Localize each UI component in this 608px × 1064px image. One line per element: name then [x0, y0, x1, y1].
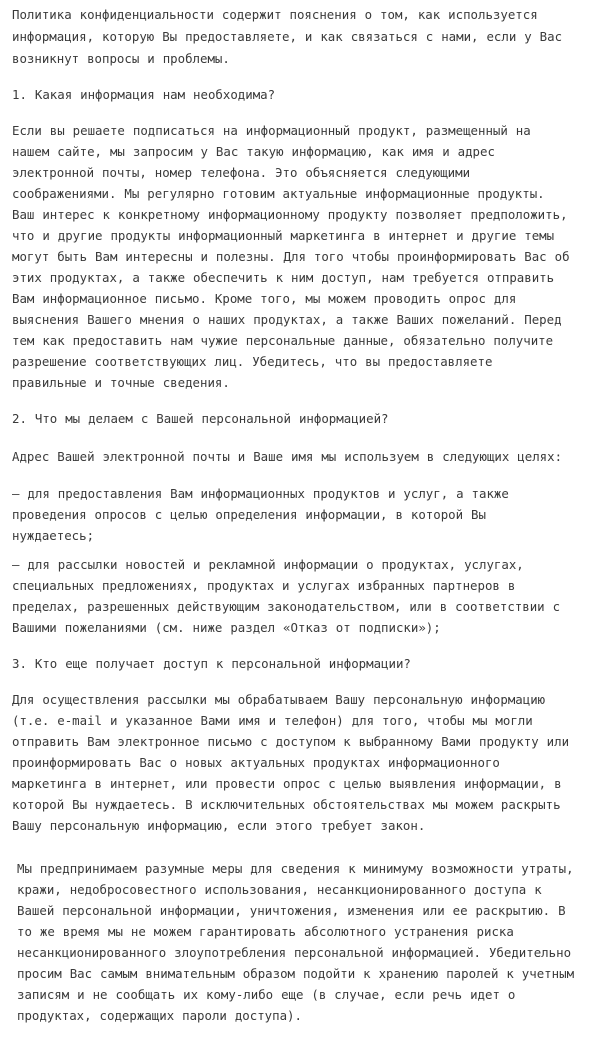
section2-list-item: — для предоставления Вам информационных продуктов и услуг, а также	[12, 486, 509, 501]
section1-heading: 1. Какая информация нам необходима?	[12, 87, 276, 102]
section1-line: что и другие продукты информационный маркетинга в интернет и другие темы	[12, 228, 555, 243]
section1-line: соображениями. Мы регулярно готовим актуальные информационные продукты.	[12, 186, 545, 201]
section3-line: (т.е. e-mail и указанное Вами имя и телефон) для того, чтобы мы могли	[12, 713, 533, 728]
section2-heading: 2. Что мы делаем с Вашей персональной информацией?	[12, 411, 389, 426]
section3-line: Для осуществления рассылки мы обрабатываем Вашу персональную информацию	[12, 692, 546, 707]
section2-list-item: проведения опросов с целью определения информации, в которой Вы	[12, 507, 486, 522]
section3-line: просим Вас самым внимательным образом подойти к хранению паролей к учетным	[17, 966, 575, 981]
section1-line: нашем сайте, мы запросим у Вас такую информацию, как имя и адрес	[12, 144, 495, 159]
section2-list-item: нуждаетесь;	[12, 528, 95, 543]
section3-line: Вашу персональную информацию, если этого требует закон.	[12, 818, 426, 833]
section1-line: электронной почты, номер телефона. Это объясняется следующими	[12, 165, 471, 180]
section1-line: Если вы решаете подписаться на информационный продукт, размещенный на	[12, 123, 531, 138]
intro-line: Политика конфиденциальности содержит пояснения о том, как используется	[12, 7, 538, 22]
intro-line: возникнут вопросы и проблемы.	[12, 51, 230, 66]
section2-list-item: Вашими пожеланиями (см. ниже раздел «Отказ от подписки»);	[12, 620, 441, 635]
intro-line: информация, которую Вы предоставляете, и как связаться с нами, если у Вас	[12, 29, 563, 44]
section3-line: проинформировать Вас о новых актуальных продуктах информационного	[12, 755, 500, 770]
section2-intro: Адрес Вашей электронной почты и Ваше имя мы используем в следующих целях:	[12, 449, 563, 464]
section3-line: продуктах, содержащих пароли доступа).	[17, 1008, 302, 1023]
section3-line: несанкционированного злоупотребления персональной информацией. Убедительно	[17, 945, 572, 960]
section1-line: разрешение соответствующих лиц. Убедитесь, что вы предоставляете	[12, 354, 493, 369]
section1-line: выяснения Вашего мнения о наших продуктах, а также Ваших пожеланий. Перед	[12, 312, 562, 327]
section3-line: отправить Вам электронное письмо с доступом к выбранному Вами продукту или	[12, 734, 570, 749]
section1-line: этих продуктах, а также обеспечить к ним доступ, нам требуется отправить	[12, 270, 555, 285]
section1-line: правильные и точные сведения.	[12, 375, 230, 390]
section3-line: маркетинга в интернет, или провести опрос с целью выявления информации, в	[12, 776, 562, 791]
section2-list-item: — для рассылки новостей и рекламной информации о продуктах, услугах,	[12, 557, 524, 572]
section1-line: могут быть Вам интересны и полезны. Для того чтобы проинформировать Вас об	[12, 249, 570, 264]
section2-list-item: пределах, разрешенных действующим законодательством, или в соответствии с	[12, 599, 561, 614]
section3-line: Вашей персональной информации, уничтожения, изменения или ее раскрытию. В	[17, 903, 566, 918]
section3-line: которой Вы нуждаетесь. В исключительных обстоятельствах мы можем раскрыть	[12, 797, 561, 812]
section3-heading: 3. Кто еще получает доступ к персональной информации?	[12, 656, 411, 671]
section3-line: кражи, недобросовестного использования, несанкционированного доступа к	[17, 882, 542, 897]
section3-line: то же время мы не можем гарантировать абсолютного устранения риска	[17, 924, 514, 939]
section1-line: Ваш интерес к конкретному информационному продукту позволяет предположить,	[12, 207, 568, 222]
section1-line: тем как предоставить нам чужие персональные данные, обязательно получите	[12, 333, 554, 348]
section2-list-item: специальных предложениях, продуктах и услугах избранных партнеров в	[12, 578, 516, 593]
section3-line: записям и не сообщать их кому-либо еще (в случае, если речь идет о	[17, 987, 516, 1002]
section1-line: Вам информационное письмо. Кроме того, мы можем проводить опрос для	[12, 291, 517, 306]
section3-line: Мы предпринимаем разумные меры для сведения к минимуму возможности утраты,	[17, 861, 574, 876]
